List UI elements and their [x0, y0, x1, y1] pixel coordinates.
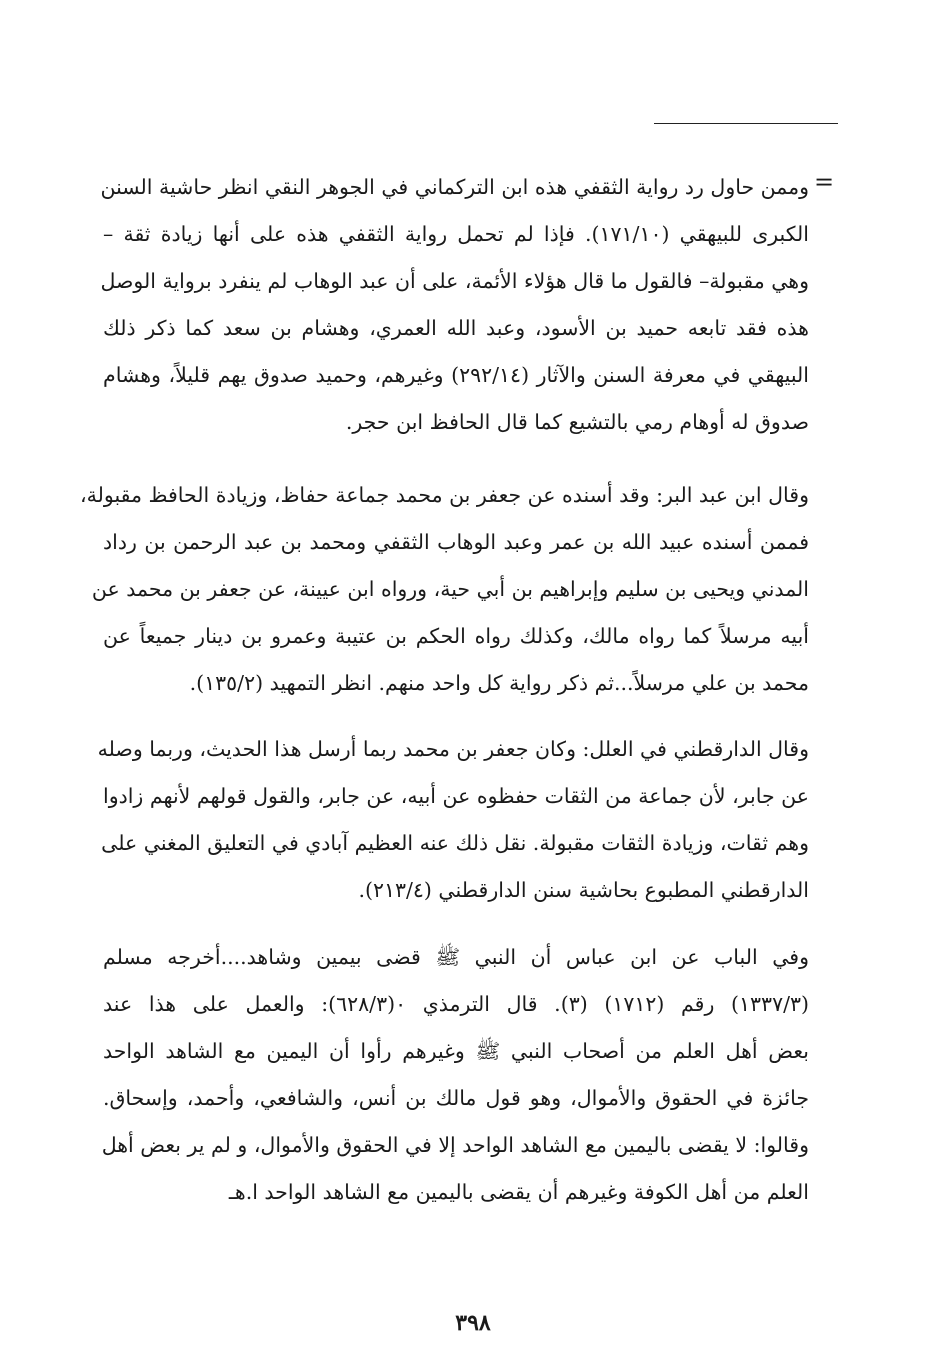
footnote-continuation-mark: =	[814, 168, 835, 196]
text-line: أبيه مرسلاً كما رواه مالك، وكذلك رواه الحكم بن عتيبة وعمرو بن دينار جميعاً عن	[103, 624, 809, 648]
text-line: عن جابر، لأن جماعة من الثقات حفظوه عن أبيه، عن جابر، والقول قولهم لأنهم زادوا	[103, 784, 809, 808]
text-line: العلم من أهل الكوفة وغيرهم أن يقضى باليمين مع الشاهد الواحد ا.هـ	[228, 1180, 809, 1204]
text-line: الكبرى للبيهقي (١٧١/١٠). فإذا لم تحمل رواية الثقفي هذه على أنها زيادة ثقة –	[103, 222, 810, 246]
text-line: وممن حاول رد رواية الثقفي هذه ابن التركماني في الجوهر النقي انظر حاشية السنن	[100, 175, 809, 199]
text-line: صدوق له أوهام رمي بالتشيع كما قال الحافظ ابن حجر.	[345, 410, 809, 434]
text-line: الدارقطني المطبوع بحاشية سنن الدارقطني (٢١٣/٤).	[358, 878, 809, 902]
text-line: وقال الدارقطني في العلل: وكان جعفر بن محمد ربما أرسل هذا الحديث، وربما وصله	[97, 737, 809, 761]
text-line: محمد بن علي مرسلاً...ثم ذكر رواية كل واحد منهم. انظر التمهيد (١٣٥/٢).	[189, 671, 809, 695]
text-line: وقالوا: لا يقضى باليمين مع الشاهد الواحد إلا في الحقوق والأموال، و لم ير بعض أهل	[101, 1133, 809, 1157]
text-line: وهي مقبولة– فالقول ما قال هؤلاء الأئمة، على أن عبد الوهاب لم ينفرد برواية الوصل	[100, 269, 809, 293]
text-line: فممن أسنده عبيد الله بن عمر وعبد الوهاب الثقفي ومحمد بن عبد الرحمن بن رداد	[103, 530, 809, 554]
text-line: جائزة في الحقوق والأموال، وهو قول مالك بن أنس، والشافعي، وأحمد، وإسحاق.	[103, 1086, 809, 1110]
text-line: هذه فقد تابعه حميد بن الأسود، وعبد الله العمري، وهشام بن سعد كما ذكر ذلك	[103, 316, 809, 340]
text-line: المدني ويحيى بن سليم وإبراهيم بن أبي حية، ورواه ابن عيينة، عن جعفر بن محمد عن	[91, 577, 809, 601]
text-line: وفي الباب عن ابن عباس أن النبي ﷺ قضى بيمين وشاهد....أخرجه مسلم	[103, 945, 809, 969]
text-line: وهم ثقات، وزيادة الثقات مقبولة. نقل ذلك عنه العظيم آبادي في التعليق المغني على	[101, 831, 809, 855]
text-line: (١٣٣٧/٣) رقم (١٧١٢) (٣). قال الترمذي ٠(٦٢٨/٣): والعمل على هذا عند	[103, 992, 809, 1016]
text-line: بعض أهل العلم من أصحاب النبي ﷺ وغيرهم رأوا أن اليمين مع الشاهد الواحد	[103, 1039, 809, 1063]
page-number: ٣٩٨	[455, 1310, 491, 1336]
footnote-separator-rule	[654, 123, 838, 124]
text-line: وقال ابن عبد البر: وقد أسنده عن جعفر بن محمد جماعة حفاظ، وزيادة الحافظ مقبولة،	[80, 483, 809, 507]
text-line: البيهقي في معرفة السنن والآثار (٢٩٢/١٤) وغيرهم، وحميد صدوق يهم قليلاً، وهشام	[103, 363, 809, 387]
